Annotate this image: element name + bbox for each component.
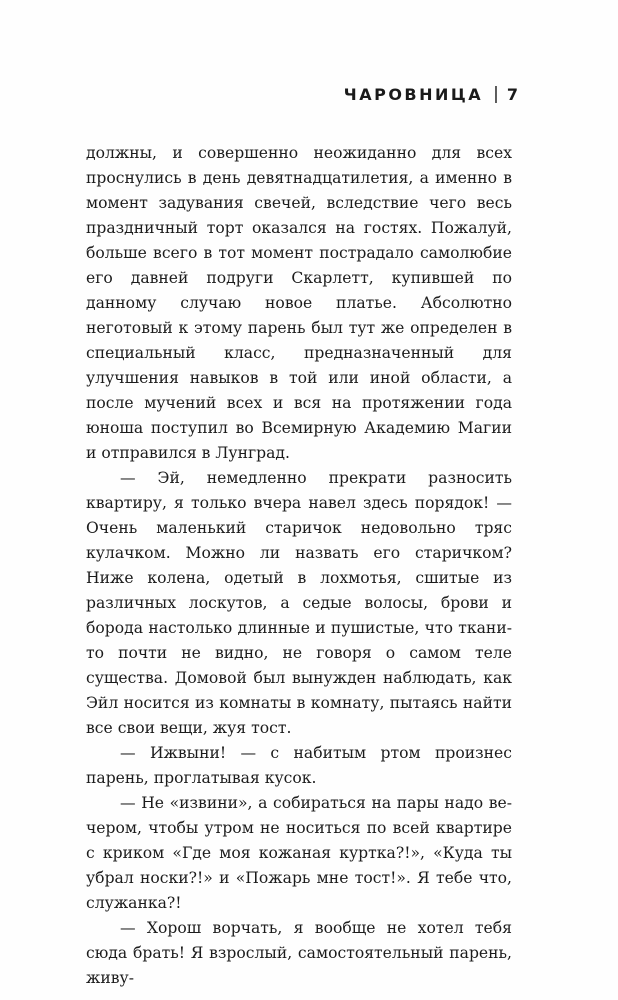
paragraph-5: — Хорош ворчать, я вообще не хотел тебя сюда брать! Я взрослый, самостоятельный парень, живу- [86,919,512,987]
running-head [344,84,518,104]
paragraph-4: — Не «извини», а собираться на пары надо вечером, чтобы утром не носиться по всей квартире с криком «Где моя кожаная куртка?!», «Куда ты убрал носки?!» и «Пожарь мне тост!». Я тебе что, служанка?! [86,794,512,912]
paragraph-1: должны, и совершенно неожиданно для всех проснулись в день девятнадцатилетия, а именно в момент задувания свечей, вследствие чего весь праздничный торт оказался на гостях. Пожалуй, больше всего в тот момент пострадало самолюбие его давней подруги Скарлетт, купившей по данному случаю новое платье. Абсолютно неготовый к этому парень был тут же определен в специальный класс, предназначенный для улучшения навыков в той или иной области, а после мучений всех и вся на протяжении года юноша поступил во Всемирную Академию Магии и отправился в Лунград. [86,144,512,462]
paragraph-2: — Эй, немедленно прекрати разносить квартиру, я только вчера навел здесь порядок! — Очень маленький старичок недовольно тряс кулачком. Можно ли назвать его старичком? Ниже колена, одетый в лохмотья, сшитые из различных лоскутов, а седые волосы, брови и борода настолько длинные и пушистые, что ткани-то почти не видно, не говоря о самом теле существа. Домовой был вынужден наблюдать, как Эйл носится из комнаты в комнату, пытаясь найти все свои вещи, жуя тост. [86,469,512,737]
book-title: ЧАРОВНИЦА [343,84,484,104]
paragraph-3: — Ижвыни! — с набитым ртом произнес парень, проглатывая кусок. [86,744,512,787]
body-text [86,141,512,991]
page-number: 7 [506,84,518,104]
header-separator: | [493,84,499,104]
